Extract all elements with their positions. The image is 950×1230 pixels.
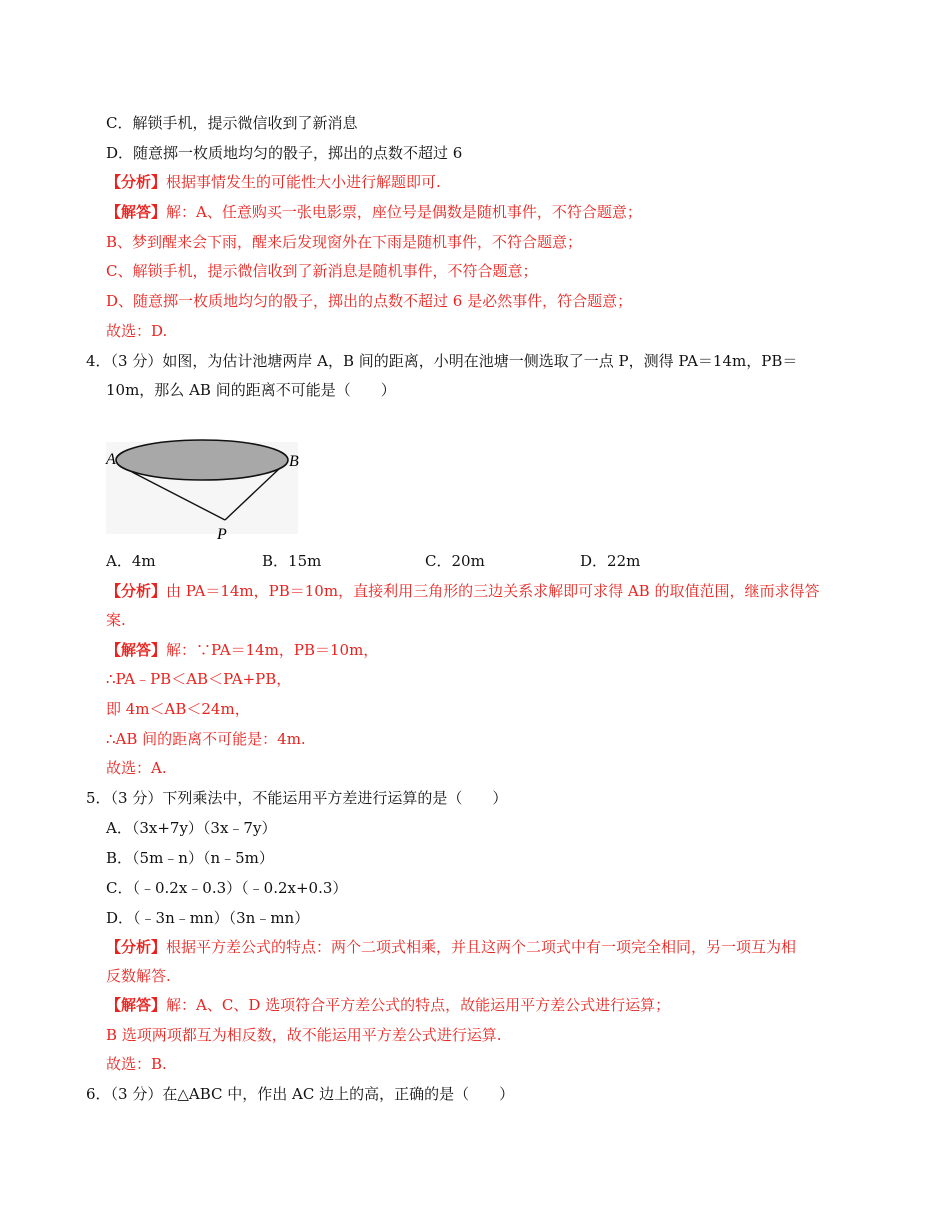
- q3-answer-line-1: [106, 202, 642, 222]
- analysis-tag: 【分析】: [106, 582, 167, 600]
- answer-tag: 【解答】: [106, 996, 167, 1014]
- q5-option-d: D．（﹣3n﹣mn）（3n﹣mn）: [106, 909, 310, 927]
- q5-stem: 5．（3 分）下列乘法中，不能运用平方差进行运算的是（ ）: [86, 789, 508, 807]
- q5-analysis-line-2: 反数解答.: [106, 967, 171, 985]
- q4-option-c: C．20m: [425, 552, 485, 570]
- q4-option-d: D．22m: [580, 552, 641, 570]
- pond-figure: [100, 432, 310, 548]
- q5-answer-line-1: [106, 995, 670, 1015]
- analysis-tag: 【分析】: [106, 173, 167, 191]
- q3-analysis: [106, 172, 441, 192]
- q4-option-a: A．4m: [106, 552, 156, 570]
- q4-stem-line-2: 10m，那么 AB 间的距离不可能是（ ）: [106, 381, 396, 399]
- q4-analysis-line-1: [106, 581, 819, 601]
- q6-stem: 6．（3 分）在△ABC 中，作出 AC 边上的高，正确的是（ ）: [86, 1085, 515, 1103]
- q5-answer-line-2: B 选项两项都互为相反数，故不能运用平方差公式进行运算.: [106, 1026, 502, 1044]
- q3-answer-line-3: C、解锁手机，提示微信收到了新消息是随机事件，不符合题意；: [106, 262, 538, 280]
- answer-text: 解：A、任意购买一张电影票，座位号是偶数是随机事件，不符合题意；: [166, 203, 642, 221]
- point-a-label: A: [106, 451, 116, 468]
- point-p-label: P: [217, 526, 227, 543]
- point-b-label: B: [289, 453, 299, 470]
- q5-option-b: B．（5m﹣n）（n﹣5m）: [106, 849, 274, 867]
- analysis-text: 由 PA＝14m，PB＝10m，直接利用三角形的三边关系求解即可求得 AB 的取值范围，继而求得答: [166, 582, 820, 600]
- q4-choice: 故选：A.: [106, 759, 167, 777]
- q5-choice: 故选：B.: [106, 1055, 167, 1073]
- q4-answer-line-3: 即 4m＜AB＜24m，: [106, 700, 250, 718]
- q3-choice: 故选：D.: [106, 322, 168, 340]
- q4-answer-line-4: ∴AB 间的距离不可能是：4m.: [106, 730, 306, 748]
- answer-tag: 【解答】: [106, 641, 167, 659]
- answer-tag: 【解答】: [106, 203, 167, 221]
- analysis-tag: 【分析】: [106, 938, 167, 956]
- q4-stem-line-1: 4．（3 分）如图，为估计池塘两岸 A，B 间的距离，小明在池塘一侧选取了一点 P，测得 PA＝14m，PB＝: [86, 352, 798, 370]
- q5-analysis-line-1: [106, 937, 796, 957]
- q5-option-c: C．（﹣0.2x﹣0.3）（﹣0.2x+0.3）: [106, 879, 348, 897]
- q4-analysis-line-2: 案.: [106, 611, 126, 629]
- q4-answer-line-1: [106, 640, 378, 660]
- q3-option-c: C．解锁手机，提示微信收到了新消息: [106, 114, 358, 132]
- q3-answer-line-4: D、随意掷一枚质地均匀的骰子，掷出的点数不超过 6 是必然事件，符合题意；: [106, 292, 633, 310]
- pond-ellipse: [116, 440, 288, 480]
- q4-option-b: B．15m: [262, 552, 322, 570]
- answer-text: 解：A、C、D 选项符合平方差公式的特点，故能运用平方差公式进行运算；: [166, 996, 671, 1014]
- q4-answer-line-2: ∴PA﹣PB＜AB＜PA+PB，: [106, 670, 292, 688]
- q3-answer-line-2: B、梦到醒来会下雨，醒来后发现窗外在下雨是随机事件，不符合题意；: [106, 233, 583, 251]
- q5-option-a: A．（3x+7y）（3x﹣7y）: [106, 819, 277, 837]
- analysis-text: 根据事情发生的可能性大小进行解题即可.: [166, 173, 441, 191]
- answer-text: 解：∵PA＝14m，PB＝10m，: [166, 641, 379, 659]
- analysis-text: 根据平方差公式的特点：两个二项式相乘，并且这两个二项式中有一项完全相同，另一项互为相: [166, 938, 797, 956]
- q3-option-d: D．随意掷一枚质地均匀的骰子，掷出的点数不超过 6: [106, 144, 463, 162]
